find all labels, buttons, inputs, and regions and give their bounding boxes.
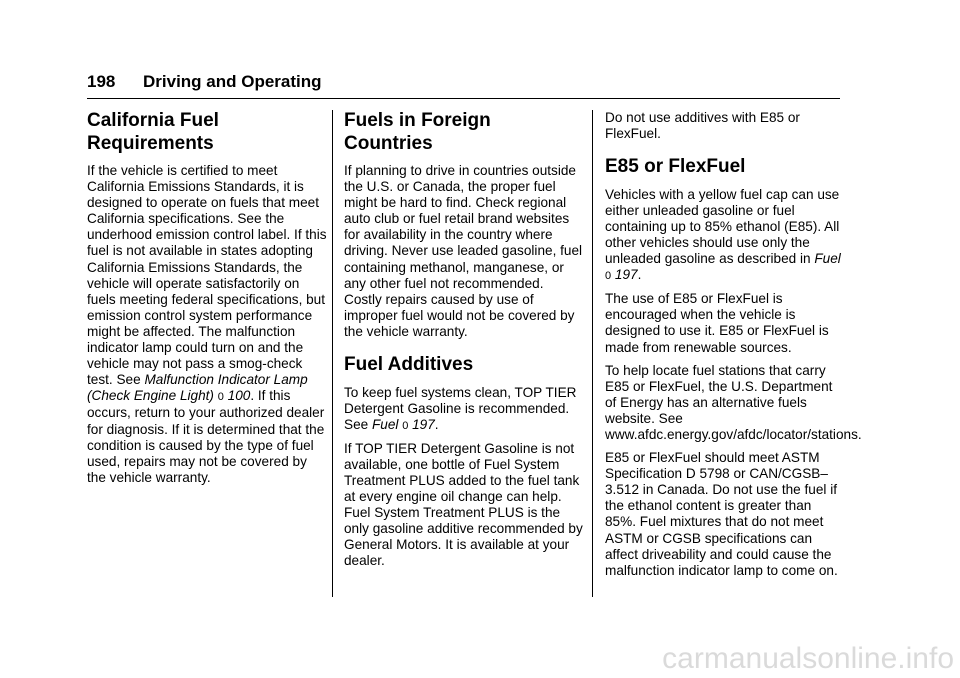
paragraph: If TOP TIER Detergent Gasoline is not available, one bottle of Fuel System Treatment PLUS added to the fuel tank at every engine oil change can help. Fuel System Treatment PLUS is the only gasoline additive recommended by General Motors. It is available at your dealer.	[344, 440, 583, 569]
page-number: 198	[87, 72, 116, 91]
watermark: carmanualsonline.info	[662, 642, 954, 675]
page-ref[interactable]: 100	[227, 388, 251, 404]
page-header	[87, 72, 840, 99]
paragraph: To keep fuel systems clean, TOP TIER Detergent Gasoline is recommended. See Fuel 0 197.	[344, 384, 577, 432]
link-malfunction-indicator-lamp[interactable]: Malfunction Indicator Lamp (Check Engine Light)	[87, 372, 308, 404]
paragraph: The use of E85 or FlexFuel is encouraged when the vehicle is designed to use it. E85 or FlexFuel is made from renewable sources.	[605, 291, 829, 355]
paragraph: If the vehicle is certified to meet California Emissions Standards, it is designed to operate on fuels that meet California specifications. See the underhood emission control label. If this fuel is not available in states adopting California Emissions Standards, the vehicle will operate satisfactorily on fuels meeting federal specifications, but emission control system performance might be affected. The malfunction indicator lamp could turn on and the vehicle may not pass a smog-check test. See Malfunction Indicator Lamp (Check Engine Light) 0 100. If this occurs, return to your authorized dealer for diagnosis. If it is determined that the condition is caused by the type of fuel used, repairs may not be covered by the vehicle warranty.	[87, 163, 327, 485]
page-ref-arrow-icon: 0	[402, 419, 409, 432]
paragraph: Vehicles with a yellow fuel cap can use either unleaded gasoline or fuel containing up to 85% ethanol (E85). All other vehicles should use only the unleaded gasoline as described in Fuel 0 197.	[605, 186, 841, 283]
heading-e85-flexfuel: E85 or FlexFuel	[605, 156, 746, 178]
section-title: Driving and Operating	[143, 72, 322, 91]
page-ref-arrow-icon: 0	[605, 270, 612, 283]
heading-fuels-foreign-countries: Fuels in Foreign Countries	[344, 110, 491, 154]
column-3	[605, 110, 862, 586]
heading-california-fuel: California Fuel Requirements	[87, 110, 219, 154]
page-ref-arrow-icon: 0	[217, 391, 224, 404]
column-1	[87, 110, 327, 493]
page-ref[interactable]: 197	[614, 267, 638, 283]
page-ref[interactable]: 197	[412, 416, 435, 432]
column-2	[344, 110, 584, 577]
paragraph: E85 or FlexFuel should meet ASTM Specification D 5798 or CAN/CGSB–3.512 in Canada. Do not use the fuel if the ethanol content is greater than 85%. Fuel mixtures that do not meet ASTM or CGSB specifications can affect driveability and could cause the malfunction indicator lamp to come on.	[605, 450, 838, 578]
paragraph: To help locate fuel stations that carry E85 or FlexFuel, the U.S. Department of Energy has an alternative fuels website. See www.afdc.energy.gov/afdc/locator/stations.	[605, 362, 862, 442]
link-fuel[interactable]: Fuel	[371, 416, 399, 432]
heading-fuel-additives: Fuel Additives	[344, 354, 474, 376]
column-divider	[592, 110, 593, 597]
column-divider	[332, 110, 333, 597]
paragraph: Do not use additives with E85 or FlexFuel.	[605, 110, 800, 142]
paragraph: If planning to drive in countries outside the U.S. or Canada, the proper fuel might be hard to find. Check regional auto club or fuel retail brand websites for availability in the country where driving. Never use leaded gasoline, fuel containing methanol, manganese, or any other fuel not recommended. Costly repairs caused by use of improper fuel would not be covered by the vehicle warranty.	[344, 163, 583, 339]
link-fuel[interactable]: Fuel	[814, 251, 841, 267]
